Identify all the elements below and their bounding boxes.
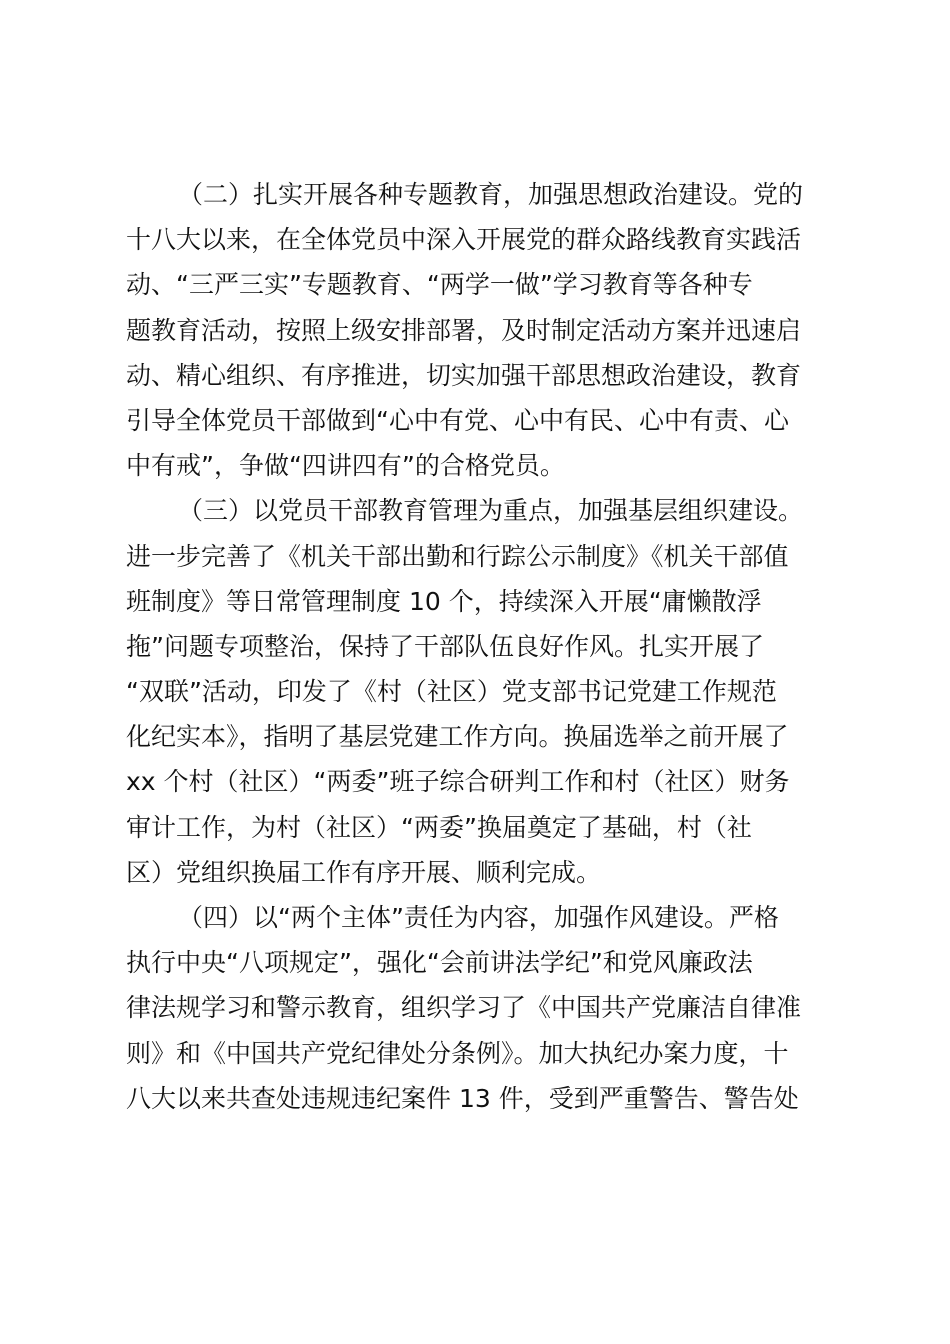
- text-line: （二）扎实开展各种专题教育，加强思想政治建设。党的: [178, 180, 804, 209]
- text-line: 进一步完善了《机关干部出勤和行踪公示制度》《机关干部值: [126, 541, 789, 571]
- text-line: 中有戒”，争做“四讲四有”的合格党员。: [126, 451, 565, 481]
- paragraph-3: [126, 488, 826, 895]
- document-body: [126, 172, 826, 1121]
- text-line: 执行中央“八项规定”，强化“会前讲法学纪”和党风廉政法: [126, 948, 753, 978]
- text-line: 动、精心组织、有序推进，切实加强干部思想政治建设，教育: [126, 360, 802, 390]
- text-line: （四）以“两个主体”责任为内容，加强作风建设。严格: [178, 903, 779, 932]
- text-line: “双联”活动，印发了《村（社区）党支部书记党建工作规范: [126, 677, 777, 707]
- paragraph-2: [126, 172, 826, 488]
- text-line: 动、“三严三实”专题教育、“两学一做”学习教育等各种专: [126, 270, 753, 300]
- text-line: （三）以党员干部教育管理为重点，加强基层组织建设。: [178, 496, 804, 526]
- text-line: 区）党组织换届工作有序开展、顺利完成。: [126, 857, 602, 887]
- text-line: 十八大以来，在全体党员中深入开展党的群众路线教育实践活: [126, 225, 802, 255]
- text-line: xx 个村（社区）“两委”班子综合研判工作和村（社区）财务: [126, 767, 790, 797]
- text-line: 拖”问题专项整治，保持了干部队伍良好作风。扎实开展了: [126, 631, 764, 661]
- text-line: 引导全体党员干部做到“心中有党、心中有民、心中有责、心: [126, 405, 789, 435]
- text-line: 八大以来共查处违规违纪案件 13 件，受到严重警告、警告处: [126, 1083, 799, 1113]
- text-line: 审计工作，为村（社区）“两委”换届奠定了基础，村（社: [126, 812, 752, 842]
- text-line: 题教育活动，按照上级安排部署，及时制定活动方案并迅速启: [126, 315, 802, 345]
- text-line: 化纪实本》，指明了基层党建工作方向。换届选举之前开展了: [126, 722, 789, 752]
- text-line: 则》和《中国共产党纪律处分条例》。加大执纪办案力度，十: [126, 1038, 789, 1068]
- text-line: 律法规学习和警示教育，组织学习了《中国共产党廉洁自律准: [126, 993, 802, 1023]
- text-line: 班制度》等日常管理制度 10 个，持续深入开展“庸懒散浮: [126, 586, 762, 616]
- paragraph-4: [126, 895, 826, 1121]
